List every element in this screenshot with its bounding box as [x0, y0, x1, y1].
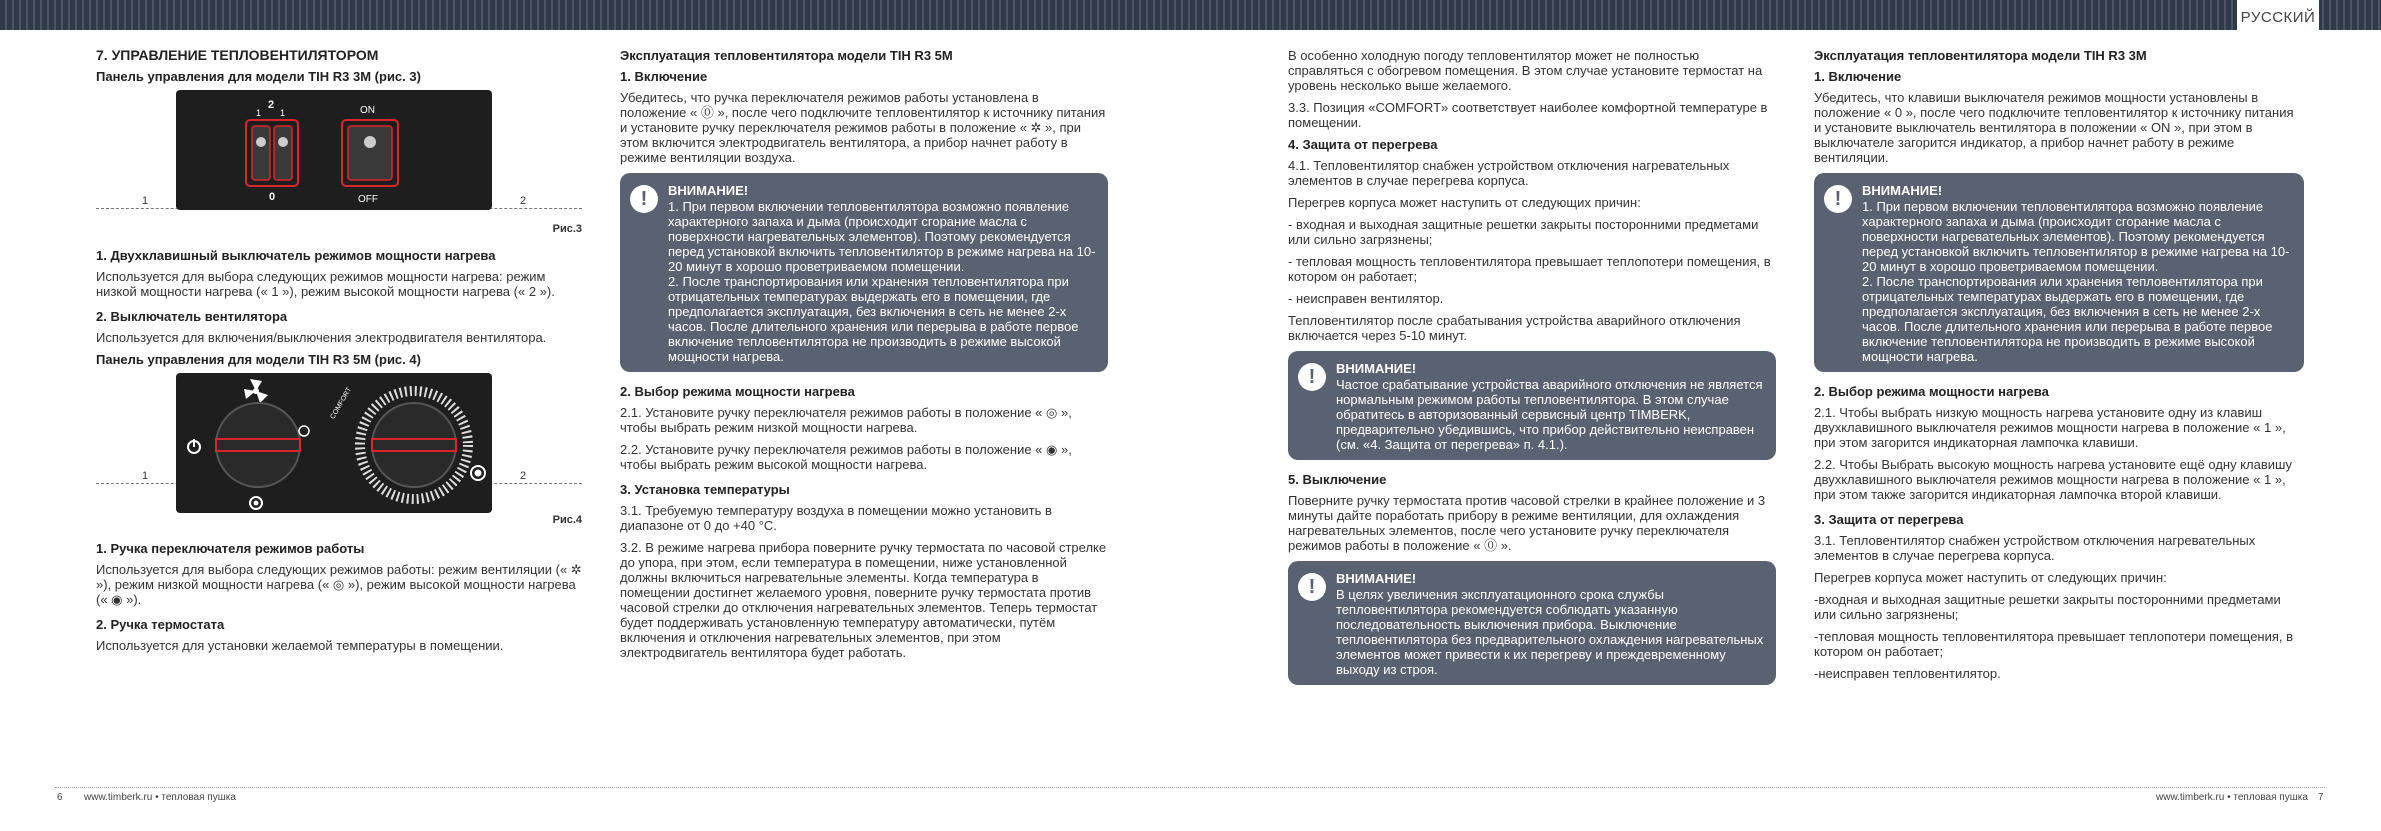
figure-4-caption: Рис.4 [552, 514, 582, 526]
panel4-drawing [176, 373, 492, 513]
subsection-title: 1. Включение [620, 69, 708, 84]
footer-site-left: www.timberk.ru • тепловая пушка [84, 792, 236, 803]
warning-box [1288, 561, 1776, 685]
key-1b-label: 1 [280, 108, 286, 118]
warning-text: 2. После транспортирования или хранения тепловентилятора при отрицательных температурах выдержать его в помещении, где предполагается эксплуатация, без включения в сеть не менее 2-х часов. После длительного хранения или перерыва в работе первое включение тепловентилятора не производить в режиме высокой мощности нагрева. [668, 274, 1079, 364]
paragraph: Используется для выбора следующих режимов работы: режим вентиляции (« ✲ »), режим низкой мощности нагрева (« ◎ »), режим высокой мощности нагрева (« ◉ »). [96, 562, 582, 607]
page-number-left: 6 [57, 792, 63, 803]
warning-box [1288, 351, 1776, 460]
page-number-right: 7 [2318, 792, 2324, 803]
warning-text: 2. После транспортирования или хранения тепловентилятора при отрицательных температурах выдержать его в помещении, где предполагается эксплуатация, без включения в сеть не менее 2-х часов. После длительного хранения или перерыва в работе первое включение тепловентилятора не производить в режиме высокой мощности нагрева. [1862, 274, 2273, 364]
on-label: ON [360, 105, 375, 116]
column-4 [1814, 48, 2304, 688]
paragraph: В особенно холодную погоду тепловентилятор может не полностью справляться с обогревом помещения. В этом случае установите термостат на уровень несколько выше желаемого. [1288, 48, 1763, 93]
footer-site-right: www.timberk.ru • тепловая пушка [2156, 792, 2308, 803]
warning-text: 1. При первом включении тепловентилятора возможно появление характерного запаха и дыма (происходит сгорание масла с поверхности нагревательных элементов). Поэтому рекомендуется перед установкой включить тепловентилятор в режиме нагрева на 10-20 минут в хорошо проветриваемом помещении. [668, 199, 1096, 274]
section-title: Эксплуатация тепловентилятора модели TIH R3 3M [1814, 48, 2147, 63]
callout-2: 2 [520, 195, 527, 207]
paragraph: 3.2. В режиме нагрева прибора поверните ручку термостата по часовой стрелке до упора, при этом, если температура в помещении, ниже установленной должны включиться нагревательные элементы. Когда температура в помещении достигнет желаемого уровня, поверните ручку термостата против часовой стрелки до отключения нагревательных элементов. Теперь термостат будет поддерживать установленную температуру автоматически, путём включения и отключения нагревательных элементов, при этом электродвигатель вентилятора будет работать. [620, 540, 1107, 660]
paragraph: 2.1. Чтобы выбрать низкую мощность нагрева установите одну из клавиш двухклавишного выключателя режимов мощности нагрева в положение « 1 », при этом загорится индикаторная лампочка клавиши. [1814, 405, 2286, 450]
panel4-title: Панель управления для модели TIH R3 5M (рис. 4) [96, 352, 421, 367]
figure-4 [96, 373, 582, 526]
exclamation-icon: ! [1298, 363, 1326, 391]
exclamation-icon: ! [630, 185, 658, 213]
subsection-title: 5. Выключение [1288, 472, 1387, 487]
paragraph: - неисправен вентилятор. [1288, 291, 1444, 306]
subsection-title: 1. Включение [1814, 69, 1902, 84]
exclamation-icon: ! [1298, 573, 1326, 601]
paragraph: Тепловентилятор после срабатывания устройства аварийного отключения включается через 5-10 минут. [1288, 313, 1741, 343]
paragraph: 2.2. Установите ручку переключателя режимов работы в положение « ◉ », чтобы выбрать режим высокой мощности нагрева. [620, 442, 1072, 472]
paragraph: 3.1. Тепловентилятор снабжен устройством отключения нагревательных элементов в случае перегрева корпуса. [1814, 533, 2256, 563]
warning-box [620, 173, 1108, 372]
control-panel-3 [176, 90, 492, 210]
paragraph: Используется для установки желаемой температуры в помещении. [96, 638, 504, 653]
key-1a-label: 1 [256, 108, 262, 118]
fan-icon [244, 379, 268, 403]
warning-text: 1. При первом включении тепловентилятора возможно появление характерного запаха и дыма (происходит сгорание масла с поверхности нагревательных элементов). Поэтому рекомендуется перед установкой включить тепловентилятор в режиме нагрева на 10-20 минут в хорошо проветриваемом помещении. [1862, 199, 2290, 274]
key-2-label: 2 [268, 99, 275, 111]
paragraph: -входная и выходная защитные решетки закрыты посторонними предметами или сильно загрязнены; [1814, 592, 2281, 622]
section-title: Эксплуатация тепловентилятора модели TIH R3 5M [620, 48, 953, 63]
key-0-label: 0 [269, 191, 276, 203]
paragraph: Перегрев корпуса может наступить от следующих причин: [1288, 195, 1641, 210]
control-panel-4 [176, 373, 492, 513]
subsection-title: 2. Ручка термостата [96, 617, 225, 632]
warning-title: ВНИМАНИЕ! [1336, 571, 1417, 586]
paragraph: Перегрев корпуса может наступить от следующих причин: [1814, 570, 2167, 585]
thermostat-dial [360, 391, 468, 499]
warning-title: ВНИМАНИЕ! [1336, 361, 1417, 376]
paragraph: - входная и выходная защитные решетки закрыты посторонними предметами или сильно загрязнены; [1288, 217, 1759, 247]
section-title: 7. УПРАВЛЕНИЕ ТЕПЛОВЕНТИЛЯТОРОМ [96, 47, 379, 63]
subsection-title: 3. Защита от перегрева [1814, 512, 1964, 527]
footer-divider [55, 787, 2325, 788]
subsection-title: 1. Ручка переключателя режимов работы [96, 541, 365, 556]
paragraph: 2.1. Установите ручку переключателя режимов работы в положение « ◎ », чтобы выбрать режим низкой мощности нагрева. [620, 405, 1072, 435]
paragraph: - тепловая мощность тепловентилятора превышает теплопотери помещения, в котором он работает; [1288, 254, 1771, 284]
panel3-title: Панель управления для модели TIH R3 3M (рис. 3) [96, 69, 421, 84]
subsection-title: 3. Установка температуры [620, 482, 790, 497]
paragraph: Убедитесь, что клавиши выключателя режимов мощности установлены в положение « 0 », после чего подключите тепловентилятор к источнику питания и установите выключатель вентилятора в положении « ON », при этом в выключателе загорится индикатор, а прибор начнет работу в режиме вентиляции. [1814, 90, 2294, 165]
paragraph: 3.1. Требуемую температуру воздуха в помещении можно установить в диапазоне от 0 до +40 °С. [620, 503, 1052, 533]
paragraph: Используется для выбора следующих режимов мощности нагрева: режим низкой мощности нагрева (« 1 »), режим высокой мощности нагрева (« 2 »). [96, 269, 555, 299]
subsection-title: 1. Двухклавишный выключатель режимов мощности нагрева [96, 248, 496, 263]
paragraph: 4.1. Тепловентилятор снабжен устройством отключения нагревательных элементов в случае перегрева корпуса. [1288, 158, 1730, 188]
paragraph: -неисправен тепловентилятор. [1814, 666, 2001, 681]
comfort-label: COMFORT [329, 386, 354, 421]
paragraph: 2.2. Чтобы Выбрать высокую мощность нагрева установите ещё одну клавишу двухклавишного выключателя режимов мощности нагрева в положение « 1 », при этом также загорится индикаторная лампочка второй клавиши. [1814, 457, 2292, 502]
column-1 [96, 48, 582, 660]
subsection-title: 4. Защита от перегрева [1288, 137, 1438, 152]
subsection-title: 2. Выключатель вентилятора [96, 309, 288, 324]
column-3 [1288, 48, 1776, 697]
warning-text: В целях увеличения эксплуатационного срока службы тепловентилятора рекомендуется соблюдать указанную последовательность выключения прибора. Выключение тепловентилятора без предварительного охлаждения нагревательных элементов может привести к их перегреву и преждевременному выходу из строя. [1336, 587, 1764, 677]
subsection-title: 2. Выбор режима мощности нагрева [1814, 384, 2049, 399]
header-stripe [0, 0, 2381, 30]
warning-box [1814, 173, 2304, 372]
panel3-drawing [176, 90, 492, 210]
language-label: РУССКИЙ [2237, 0, 2319, 34]
off-label: OFF [358, 194, 378, 205]
warning-text: Частое срабатывание устройства аварийного отключения не является нормальным режимом работы тепловентилятора. В этом случае обратитесь в авторизованный сервисный центр TIMBERK, предварительно убедившись, что прибор действительно неисправен (см. «4. Защита от перегрева» п. 4.1.). [1336, 377, 1763, 452]
figure-3-caption: Рис.3 [552, 223, 582, 235]
column-2 [620, 48, 1108, 667]
subsection-title: 2. Выбор режима мощности нагрева [620, 384, 855, 399]
paragraph: Убедитесь, что ручка переключателя режимов работы установлена в положение « ⓪ », после чего подключите тепловентилятор к источнику питания и установите ручку переключателя режимов работы в положение « ✲ », при этом включится электродвигатель вентилятора, а прибор начнет работу в режиме вентиляции воздуха. [620, 90, 1106, 165]
callout-1: 1 [142, 470, 149, 482]
exclamation-icon: ! [1824, 185, 1852, 213]
paragraph: Используется для включения/выключения электродвигателя вентилятора. [96, 330, 547, 345]
paragraph: Поверните ручку термостата против часовой стрелки в крайнее положение и 3 минуты дайте поработать прибору в режиме вентиляции, для охлаждения нагревательных элементов, после чего установите ручку переключателя режимов работы в положение « ⓪ ». [1288, 493, 1766, 553]
paragraph: 3.3. Позиция «COMFORT» соответствует наиболее комфортной температуре в помещении. [1288, 100, 1768, 130]
warning-title: ВНИМАНИЕ! [668, 183, 749, 198]
warning-title: ВНИМАНИЕ! [1862, 183, 1943, 198]
callout-2: 2 [520, 470, 527, 482]
callout-1: 1 [142, 195, 149, 207]
paragraph: -тепловая мощность тепловентилятора превышает теплопотери помещения, в котором он работает; [1814, 629, 2294, 659]
figure-3 [96, 90, 582, 235]
